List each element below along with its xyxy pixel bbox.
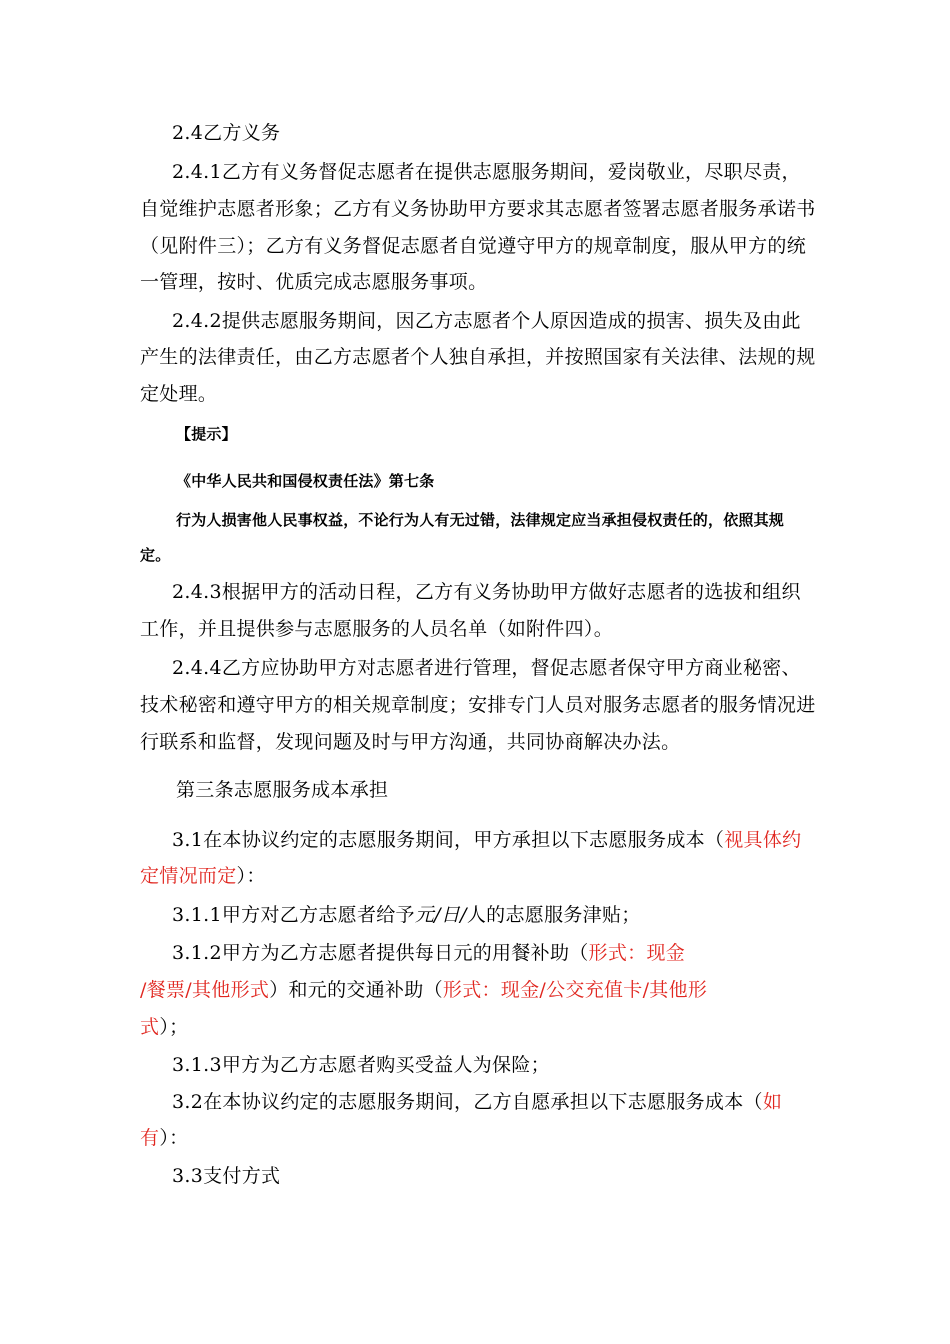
paragraph-line: 产生的法律责任，由乙方志愿者个人独自承担，并按照国家有关法律、法规的规 <box>140 346 816 368</box>
highlight-text: /餐票/其他形式 <box>140 979 270 1001</box>
paragraph-line: 3.2在本协议约定的志愿服务期间，乙方自愿承担以下志愿服务成本（如 <box>172 1091 783 1113</box>
paragraph-line: 行联系和监督，发现问题及时与甲方沟通，共同协商解决办法。 <box>140 731 681 753</box>
paragraph-line: 定处理。 <box>140 383 218 405</box>
highlight-text: 如 <box>762 1091 783 1113</box>
paragraph-line: （见附件三）；乙方有义务督促志愿者自觉遵守甲方的规章制度，服从甲方的统 <box>140 235 807 257</box>
highlight-text: 式 <box>140 1016 160 1038</box>
tip-text-line: 行为人损害他人民事权益，不论行为人有无过错，法律规定应当承担侵权责任的，依照其规 <box>176 511 785 529</box>
paragraph-line: 3.1.3甲方为乙方志愿者购买受益人为保险； <box>172 1054 550 1076</box>
paragraph-line: 式）； <box>140 1016 189 1038</box>
paragraph-line: 自觉维护志愿者形象；乙方有义务协助甲方要求其志愿者签署志愿者服务承诺书 <box>140 198 816 220</box>
tip-law-title: 《中华人民共和国侵权责任法》第七条 <box>176 472 435 490</box>
highlight-text: 形式：现金 <box>588 942 686 964</box>
paragraph-line: 工作，并且提供参与志愿服务的人员名单（如附件四）。 <box>140 618 614 640</box>
paragraph-line: 2.4.3根据甲方的活动日程，乙方有义务协助甲方做好志愿者的选拔和组织 <box>172 581 801 603</box>
paragraph-line: /餐票/其他形式）和元的交通补助（形式：现金/公交充值卡/其他形 <box>140 979 708 1001</box>
paragraph-line: 3.1.1甲方对乙方志愿者给予元/日/人的志愿服务津贴； <box>172 904 641 926</box>
paragraph-line: 有）： <box>140 1127 189 1149</box>
paragraph-line: 3.1.2甲方为乙方志愿者提供每日元的用餐补助（形式：现金 <box>172 942 686 964</box>
highlight-text: 有 <box>140 1127 160 1149</box>
paragraph-line: 2.4.2提供志愿服务期间，因乙方志愿者个人原因造成的损害、损失及由此 <box>172 310 801 332</box>
highlight-text: 形式：现金/公交充值卡/其他形 <box>442 979 708 1001</box>
paragraph-line: 3.1在本协议约定的志愿服务期间，甲方承担以下志愿服务成本（视具体约 <box>172 829 802 851</box>
paragraph-line: 定情况而定）： <box>140 865 266 887</box>
article-heading: 第三条志愿服务成本承担 <box>176 779 389 801</box>
paragraph-line: 技术秘密和遵守甲方的相关规章制度；安排专门人员对服务志愿者的服务情况进 <box>140 694 816 716</box>
tip-text-line: 定。 <box>140 546 171 564</box>
highlight-text: 视具体约 <box>724 829 802 851</box>
paragraph-line: 2.4.1乙方有义务督促志愿者在提供志愿服务期间，爱岗敬业，尽职尽责， <box>172 161 801 183</box>
paragraph-line: 2.4.4乙方应协助甲方对志愿者进行管理，督促志愿者保守甲方商业秘密、 <box>172 657 801 679</box>
highlight-text: 定情况而定 <box>140 865 237 887</box>
tip-label: 【提示】 <box>176 425 237 443</box>
section-heading: 3.3支付方式 <box>172 1165 281 1187</box>
section-heading: 2.4乙方义务 <box>172 122 281 144</box>
paragraph-line: 一管理，按时、优质完成志愿服务事项。 <box>140 271 488 293</box>
